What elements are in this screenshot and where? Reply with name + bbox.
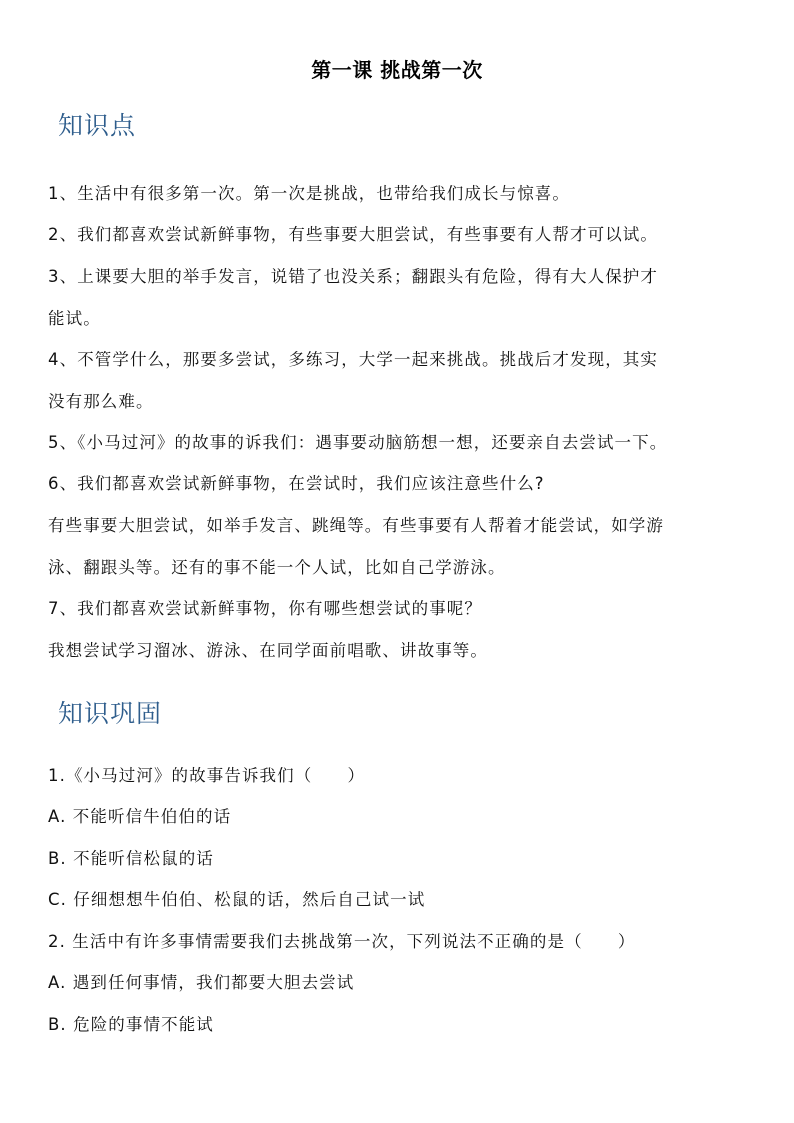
knowledge-line-4-cont: 没有那么难。 bbox=[48, 392, 154, 411]
knowledge-line-1: 1、生活中有很多第一次。第一次是挑战，也带给我们成长与惊喜。 bbox=[48, 184, 570, 203]
knowledge-line-4: 4、不管学什么，那要多尝试，多练习，大学一起来挑战。挑战后才发现，其实 bbox=[48, 350, 658, 369]
knowledge-line-3: 3、上课要大胆的举手发言，说错了也没关系；翻跟头有危险，得有大人保护才 bbox=[48, 267, 658, 286]
knowledge-line-5: 5、《小马过河》的故事的诉我们：遇事要动脑筋想一想，还要亲自去尝试一下。 bbox=[48, 433, 668, 452]
knowledge-answer-6-cont: 泳、翻跟头等。还有的事不能一个人试，比如自己学游泳。 bbox=[48, 558, 506, 577]
question-2-option-a: A. 遇到任何事情，我们都要大胆去尝试 bbox=[48, 973, 355, 992]
section-heading-consolidation: 知识巩固 bbox=[58, 699, 163, 728]
knowledge-line-6: 6、我们都喜欢尝试新鲜事物，在尝试时，我们应该注意些什么? bbox=[48, 474, 545, 493]
question-1-option-a: A. 不能听信牛伯伯的话 bbox=[48, 807, 232, 826]
question-1: 1.《小马过河》的故事告诉我们（ ） bbox=[48, 766, 366, 785]
question-2-option-b: B. 危险的事情不能试 bbox=[48, 1015, 214, 1034]
question-1-option-c: C. 仔细想想牛伯伯、松鼠的话，然后自己试一试 bbox=[48, 890, 426, 909]
knowledge-answer-7: 我想尝试学习溜冰、游泳、在同学面前唱歌、讲故事等。 bbox=[48, 641, 488, 660]
knowledge-answer-6: 有些事要大胆尝试，如举手发言、跳绳等。有些事要有人帮着才能尝试，如学游 bbox=[48, 516, 664, 535]
knowledge-line-7: 7、我们都喜欢尝试新鲜事物，你有哪些想尝试的事呢？ bbox=[48, 599, 482, 618]
question-2: 2. 生活中有许多事情需要我们去挑战第一次，下列说法不正确的是（ ） bbox=[48, 932, 636, 951]
question-1-option-b: B. 不能听信松鼠的话 bbox=[48, 849, 214, 868]
knowledge-line-2: 2、我们都喜欢尝试新鲜事物，有些事要大胆尝试，有些事要有人帮才可以试。 bbox=[48, 225, 658, 244]
page-title: 第一课 挑战第一次 bbox=[311, 58, 483, 82]
knowledge-line-3-cont: 能试。 bbox=[48, 309, 101, 328]
section-heading-knowledge-points: 知识点 bbox=[58, 111, 137, 140]
